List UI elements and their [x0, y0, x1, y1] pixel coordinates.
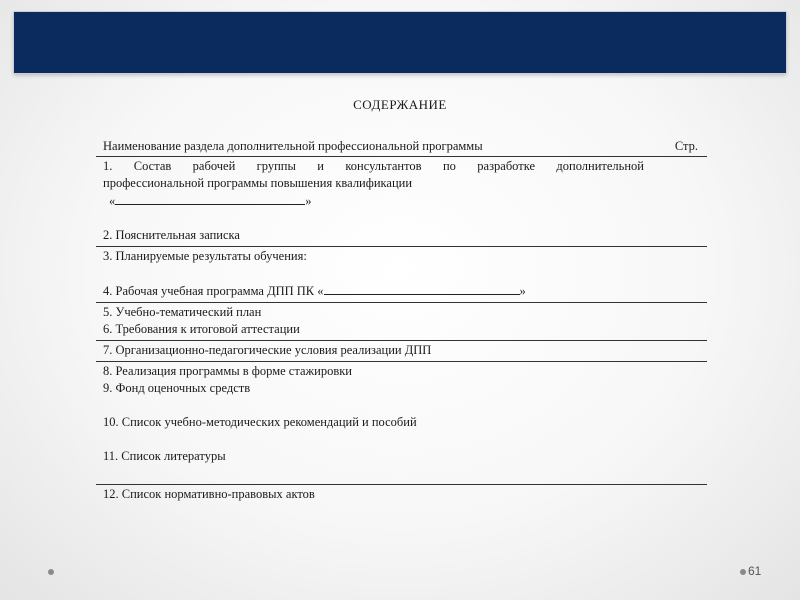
toc-group-3: [96, 303, 707, 341]
blank-field: [324, 282, 520, 295]
header-bar: [14, 12, 786, 73]
table-of-contents: [96, 138, 707, 505]
toc-item-3: 3. Планируемые результаты обучения:: [103, 249, 307, 263]
toc-item-1-line-1: 1. Состав рабочей группы и консультантов по разработке дополнительной: [103, 159, 644, 173]
toc-header-row: [96, 138, 707, 157]
toc-group-1: [96, 157, 707, 247]
toc-group-2: [96, 247, 707, 303]
toc-item-9: 9. Фонд оценочных средств: [103, 381, 251, 395]
document-title: СОДЕРЖАНИЕ: [353, 97, 447, 112]
toc-column-name: Наименование раздела дополнительной профессиональной программы: [103, 139, 483, 153]
toc-column-page: Стр.: [674, 139, 698, 153]
toc-group-5: [96, 362, 707, 485]
page-number: 61: [748, 564, 762, 578]
slide-bullet-right: [740, 569, 746, 575]
toc-item-10: 10. Список учебно-методических рекомендаций и пособий: [103, 415, 417, 429]
quote-open: «: [109, 194, 116, 208]
toc-item-1-blank-line: [103, 192, 707, 210]
quote-close: »: [305, 194, 312, 208]
toc-item-6: 6. Требования к итоговой аттестации: [103, 322, 300, 336]
quote-close: »: [519, 284, 526, 298]
toc-item-7: 7. Организационно-педагогические условия реализации ДПП: [103, 343, 432, 357]
blank-field: [115, 192, 305, 205]
toc-item-2: 2. Пояснительная записка: [103, 228, 240, 242]
toc-item-11: 11. Список литературы: [103, 449, 226, 463]
slide-bullet-left: [48, 569, 54, 575]
toc-item-12: 12. Список нормативно-правовых актов: [103, 487, 315, 501]
toc-group-4: [96, 341, 707, 362]
toc-item-1-line-2: профессиональной программы повышения квалификации: [103, 176, 413, 190]
toc-item-4: [103, 282, 707, 300]
toc-item-5: 5. Учебно-тематический план: [103, 305, 262, 319]
toc-item-4-label: 4. Рабочая учебная программа ДПП ПК «: [103, 284, 324, 298]
toc-group-6: [96, 485, 707, 505]
toc-item-8: 8. Реализация программы в форме стажировки: [103, 364, 352, 378]
toc-spacer: [103, 465, 707, 482]
